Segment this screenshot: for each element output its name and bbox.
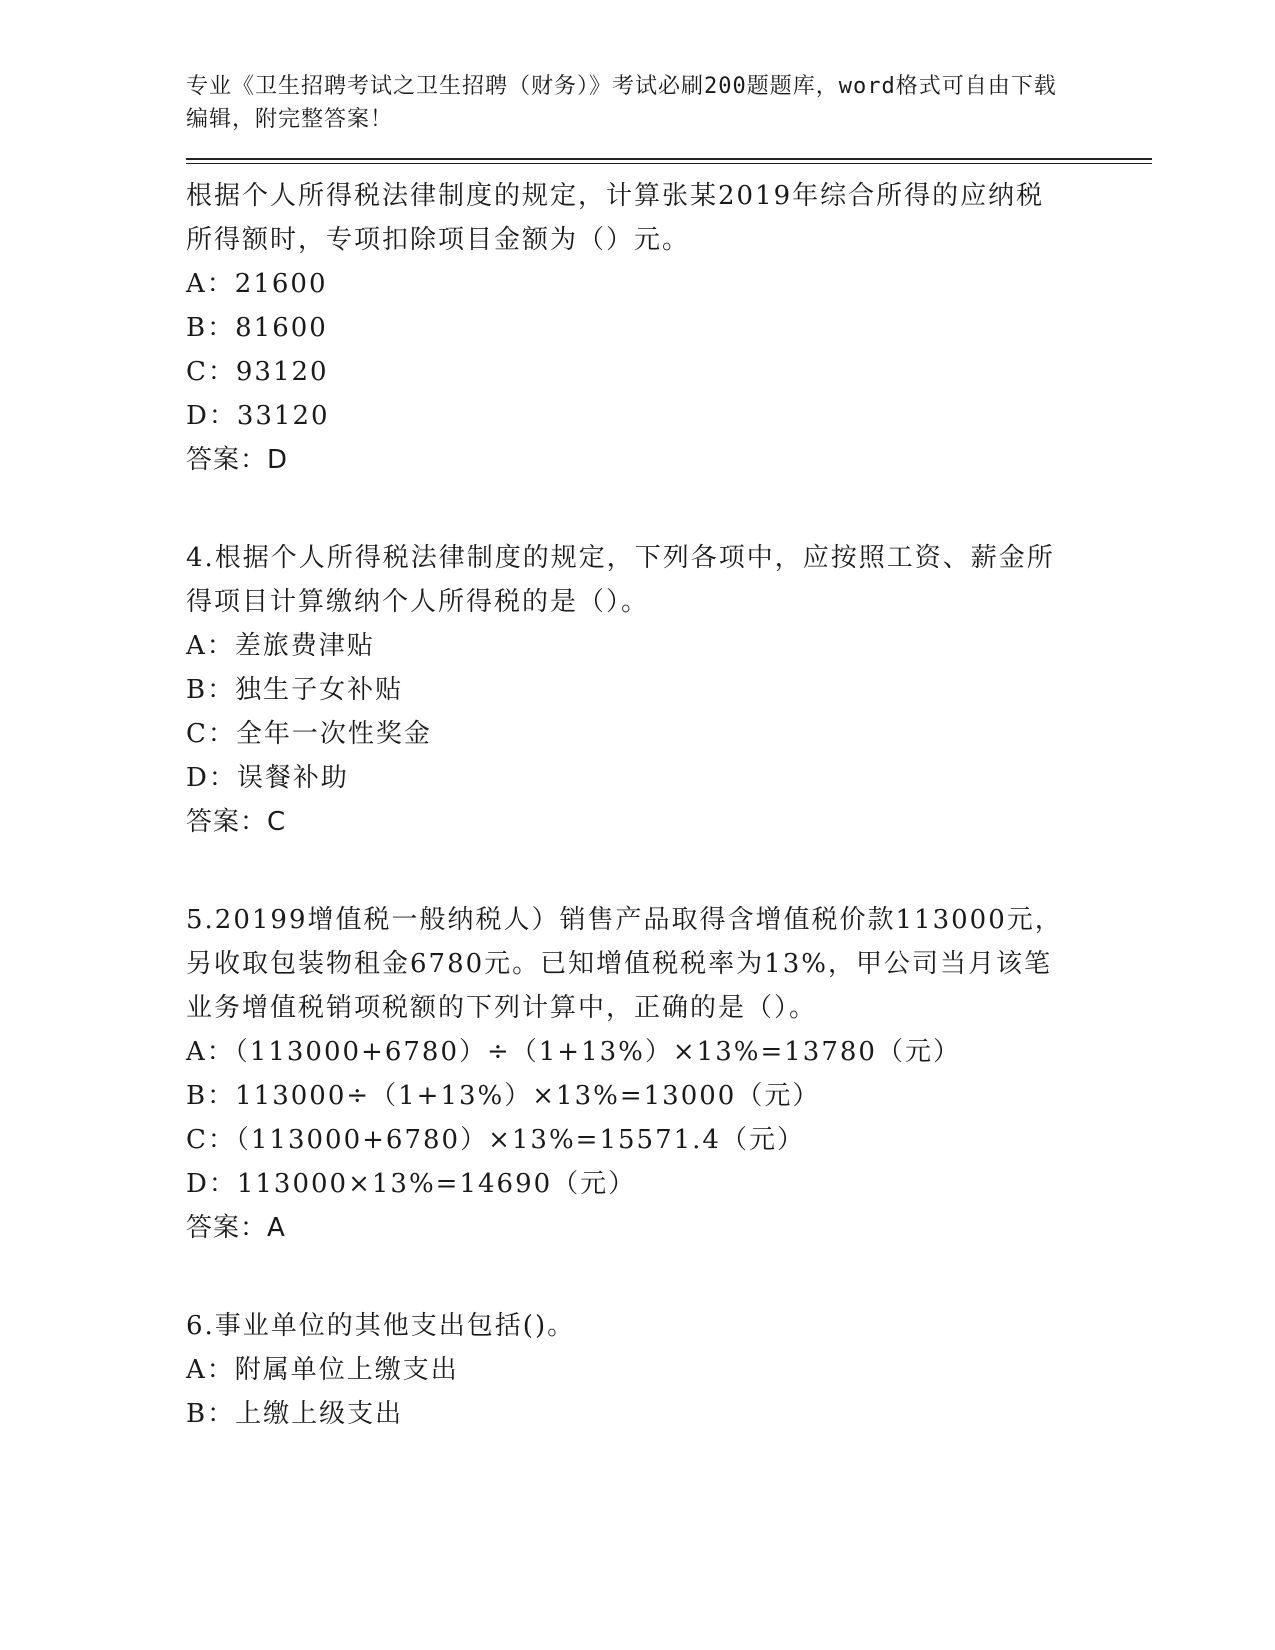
header-divider xyxy=(186,158,1152,164)
question-item xyxy=(186,536,1146,844)
option-b: B：113000÷（1+13%）×13%=13000（元） xyxy=(186,1081,821,1111)
document-page xyxy=(186,70,1146,1436)
option-a: A：差旅费津贴 xyxy=(186,631,375,661)
option-a: A：21600 xyxy=(186,269,328,299)
document-header: 专业《卫生招聘考试之卫生招聘（财务）》考试必刷200题题库，word格式可自由下载编辑，附完整答案！ xyxy=(186,74,1057,132)
question-item xyxy=(186,174,1146,482)
option-c: C：93120 xyxy=(186,357,329,387)
option-d: D：误餐补助 xyxy=(186,763,349,793)
question-text: 4.根据个人所得税法律制度的规定，下列各项中，应按照工资、薪金所得项目计算缴纳个人所得税的是（）。 xyxy=(186,543,1055,617)
question-text: 6.事业单位的其他支出包括()。 xyxy=(186,1311,576,1341)
option-d: D：33120 xyxy=(186,401,330,431)
option-b: B：上缴上级支出 xyxy=(186,1399,404,1429)
question-text: 5.20199增值税一般纳税人）销售产品取得含增值税价款113000元，另收取包装物租金6780元。已知增值税税率为13%，甲公司当月该笔业务增值税销项税额的下列计算中，正确的是（）。 xyxy=(186,905,1063,1023)
option-c: C：（113000+6780）×13%=15571.4（元） xyxy=(186,1125,805,1155)
question-text: 根据个人所得税法律制度的规定，计算张某2019年综合所得的应纳税所得额时，专项扣除项目金额为（）元。 xyxy=(186,181,1045,255)
question-item xyxy=(186,898,1146,1250)
option-d: D：113000×13%=14690（元） xyxy=(186,1169,637,1199)
option-a: A：附属单位上缴支出 xyxy=(186,1355,459,1385)
question-item xyxy=(186,1304,1146,1436)
option-b: B：独生子女补贴 xyxy=(186,675,404,705)
option-c: C：全年一次性奖金 xyxy=(186,719,432,749)
option-b: B：81600 xyxy=(186,313,328,343)
answer-text: 答案：D xyxy=(186,445,289,475)
answer-text: 答案：A xyxy=(186,1213,286,1243)
option-a: A：（113000+6780）÷（1+13%）×13%=13780（元） xyxy=(186,1037,961,1067)
answer-text: 答案：C xyxy=(186,807,287,837)
